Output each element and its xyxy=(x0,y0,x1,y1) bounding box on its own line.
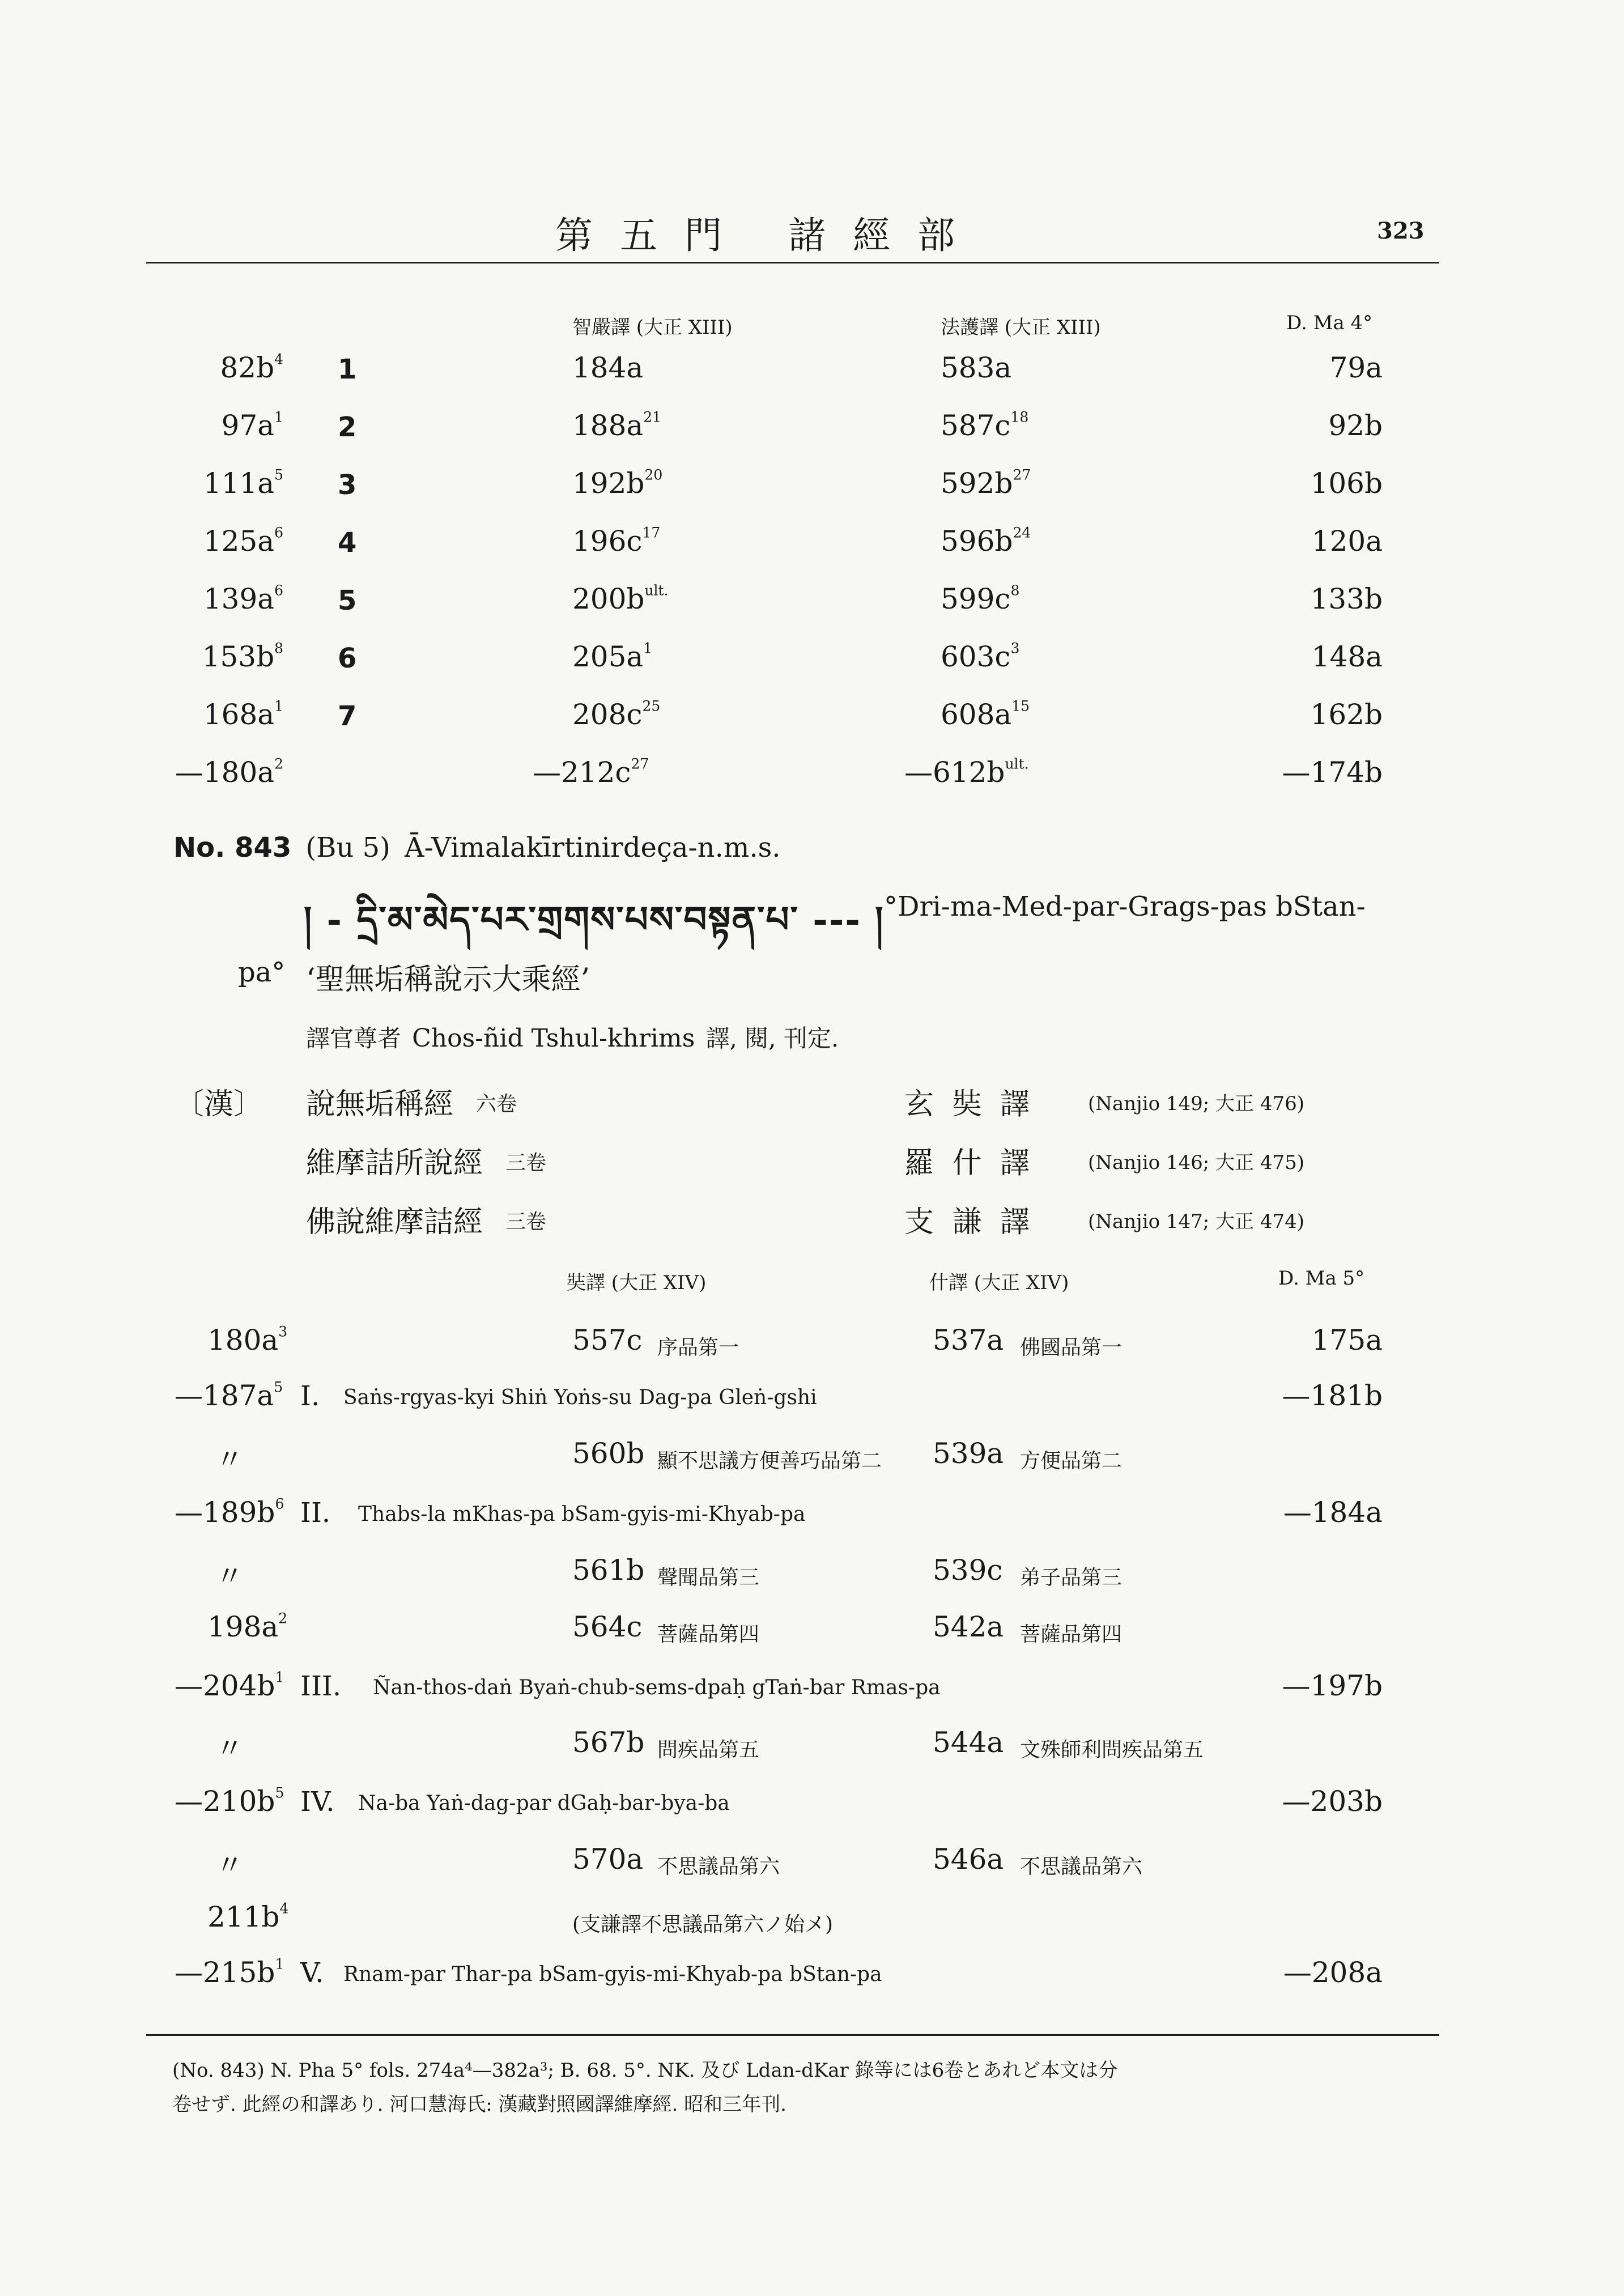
fahu-ref: $592b^{27}$ xyxy=(941,466,1031,500)
xuanzang-chapter: 聲聞品第三 xyxy=(657,1566,760,1589)
translator-line: 譯官尊者 Chos-ñid Tshul-khrims 譯, 閱, 刊定. xyxy=(306,1024,839,1053)
chapter-numeral: III. xyxy=(300,1670,342,1702)
chapter-title: Ñan-thos-daṅ Byaṅ-chub-sems-dpaḥ gTaṅ-bar Rmas-pa xyxy=(373,1676,941,1699)
derge-ref: —174b xyxy=(1282,756,1383,789)
fahu-ref: $603c^3$ xyxy=(941,640,1020,673)
xuanzang-ref: 564c xyxy=(572,1610,643,1643)
han-translator: 支 謙 譯 xyxy=(904,1205,1035,1239)
xuanzang-ref: 560b xyxy=(572,1437,645,1470)
kumarajiva-chapter: 文殊師利問疾品第五 xyxy=(1020,1738,1204,1762)
derge-ref: —181b xyxy=(1282,1379,1383,1412)
folio-ref: $211b^4$ xyxy=(207,1900,289,1933)
entry-number: No. 843 xyxy=(173,832,292,864)
chapter-numeral: II. xyxy=(300,1497,331,1529)
derge-ref: —208a xyxy=(1283,1956,1383,1989)
xuanzang-ref: 567b xyxy=(572,1726,645,1759)
fahu-ref: $599c^8$ xyxy=(941,582,1020,615)
han-translator: 羅 什 譯 xyxy=(904,1146,1035,1180)
sanskrit-title: Ā-Vimalakīrtinirdeça-n.m.s. xyxy=(404,832,781,864)
fahu-ref: 583a xyxy=(941,351,1012,384)
xuanzang-chapter: 序品第一 xyxy=(657,1336,739,1359)
han-reference: (Nanjio 146; 大正 475) xyxy=(1088,1151,1305,1174)
cjk-title: ‘聖無垢稱說示大乘經’ xyxy=(306,963,590,997)
zhiyan-ref: 184a xyxy=(572,351,644,384)
folio-ref: $111a^5$ xyxy=(203,466,283,500)
tibetan-title: ། - དྲི་མ་མེད་པར་གྲགས་པས་བསྟན་པ་ --- ། xyxy=(304,899,885,941)
tibetan-transliteration: °Dri-ma-Med-par-Grags-pas bStan- xyxy=(884,891,1366,922)
folio-ref: $168a^1$ xyxy=(203,698,283,731)
derge-ref: 148a xyxy=(1311,640,1383,673)
page-number: 323 xyxy=(1377,218,1425,244)
han-label: 〔漢〕 xyxy=(175,1087,263,1121)
column-header: 法護譯 (大正 XIII) xyxy=(941,316,1101,339)
derge-ref: 162b xyxy=(1310,698,1383,731)
column-header: 奘譯 (大正 XIV) xyxy=(567,1272,707,1294)
folio-ref: $125a^6$ xyxy=(203,524,283,558)
chapter-number: 3 xyxy=(338,469,357,501)
folio-ref: $—189b^6$ xyxy=(175,1495,284,1529)
han-reference: (Nanjio 147; 大正 474) xyxy=(1088,1210,1305,1233)
fahu-ref: $—612b^{ult.}$ xyxy=(904,755,1029,789)
zhiyan-ref: $188a^{21}$ xyxy=(572,409,662,442)
kumarajiva-ref: 544a xyxy=(933,1726,1004,1759)
derge-ref: —203b xyxy=(1282,1785,1383,1818)
chapter-number: 5 xyxy=(338,585,357,616)
xuanzang-ref: 557c xyxy=(572,1324,643,1357)
xuanzang-ref: 570a xyxy=(572,1843,644,1876)
folio-ref: $198a^2$ xyxy=(207,1610,288,1643)
derge-ref: —197b xyxy=(1282,1669,1383,1702)
folio-ref: 〃 xyxy=(215,1443,244,1476)
zhiyan-ref: $205a^1$ xyxy=(572,640,653,673)
han-volumes: 三卷 xyxy=(505,1151,547,1175)
folio-ref: $97a^1$ xyxy=(221,409,283,442)
xuanzang-chapter: 顯不思議方便善巧品第二 xyxy=(657,1449,882,1473)
column-header: 智嚴譯 (大正 XIII) xyxy=(572,316,733,339)
kumarajiva-ref: 546a xyxy=(933,1843,1004,1876)
folio-ref: $—204b^1$ xyxy=(175,1669,284,1702)
xuanzang-chapter: 菩薩品第四 xyxy=(657,1623,760,1646)
folio-ref: 〃 xyxy=(215,1849,244,1882)
zhiyan-ref: $192b^{20}$ xyxy=(572,466,663,500)
folio-ref: $—187a^5$ xyxy=(175,1379,283,1412)
translator-name: Chos-ñid Tshul-khrims xyxy=(412,1024,695,1053)
xuanzang-ref: 561b xyxy=(572,1554,645,1587)
zhiyan-ref: $200b^{ult.}$ xyxy=(572,582,669,615)
chapter-number: 6 xyxy=(338,643,357,674)
kumarajiva-chapter: 方便品第二 xyxy=(1020,1449,1123,1473)
kumarajiva-ref: 542a xyxy=(933,1610,1004,1643)
han-title: 說無垢稱經 xyxy=(306,1087,454,1121)
kumarajiva-ref: 539a xyxy=(933,1437,1004,1470)
derge-ref: 79a xyxy=(1329,351,1383,384)
note: (支謙譯不思議品第六ノ始メ) xyxy=(572,1913,834,1936)
kumarajiva-chapter: 不思議品第六 xyxy=(1020,1855,1143,1878)
tibetan-transliteration-end: pa° xyxy=(238,956,286,988)
han-reference: (Nanjio 149; 大正 476) xyxy=(1088,1092,1305,1115)
folio-ref: $139a^6$ xyxy=(203,582,283,615)
footnote-line-1: (No. 843) N. Pha 5° fols. 274a⁴—382a³; B. 68. 5°. NK. 及び Ldan-dKar 錄等には6卷とあれど本文は分 xyxy=(172,2059,1118,2082)
han-translator: 玄 奘 譯 xyxy=(904,1087,1035,1121)
derge-ref: 92b xyxy=(1328,409,1383,442)
chapter-title: Na-ba Yaṅ-dag-par dGaḥ-bar-bya-ba xyxy=(358,1792,730,1815)
zhiyan-ref: $196c^{17}$ xyxy=(572,524,661,558)
kumarajiva-ref: 539c xyxy=(933,1554,1003,1587)
xuanzang-chapter: 不思議品第六 xyxy=(657,1855,780,1878)
xuanzang-chapter: 問疾品第五 xyxy=(657,1738,760,1762)
footnote-rule xyxy=(146,2034,1439,2036)
header-rule xyxy=(146,262,1439,263)
han-volumes: 三卷 xyxy=(505,1210,547,1234)
kumarajiva-chapter: 弟子品第三 xyxy=(1020,1566,1123,1589)
derge-ref: 175a xyxy=(1311,1324,1383,1357)
chapter-numeral: V. xyxy=(300,1957,324,1989)
chapter-number: 4 xyxy=(338,527,357,559)
derge-ref: 120a xyxy=(1311,525,1383,558)
derge-ref: 106b xyxy=(1310,467,1383,500)
bu-reference: (Bu 5) xyxy=(305,832,390,864)
column-header: D. Ma 5° xyxy=(1278,1267,1365,1290)
zhiyan-ref: $208c^{25}$ xyxy=(572,698,661,731)
chapter-number: 2 xyxy=(338,411,357,443)
chapter-title: Saṅs-rgyas-kyi Shiṅ Yoṅs-su Dag-pa Gleṅ-gshi xyxy=(343,1386,817,1409)
han-title: 維摩詰所說經 xyxy=(306,1146,483,1180)
chapter-numeral: I. xyxy=(300,1380,320,1412)
folio-ref: 〃 xyxy=(215,1732,244,1765)
zhiyan-ref: $—212c^{27}$ xyxy=(533,755,649,789)
derge-ref: —184a xyxy=(1283,1496,1383,1529)
folio-ref: $153b^8$ xyxy=(202,640,283,673)
chapter-title: Thabs-la mKhas-pa bSam-gyis-mi-Khyab-pa xyxy=(358,1503,806,1526)
folio-ref: $—180a^2$ xyxy=(175,755,283,789)
chapter-number: 7 xyxy=(338,700,357,732)
folio-ref: $82b^4$ xyxy=(220,351,283,384)
folio-ref: 〃 xyxy=(215,1560,244,1593)
chapter-title: Rnam-par Thar-pa bSam-gyis-mi-Khyab-pa bStan-pa xyxy=(343,1963,882,1986)
column-header: D. Ma 4° xyxy=(1286,312,1373,334)
folio-ref: $—210b^5$ xyxy=(175,1784,284,1818)
chapter-number: 1 xyxy=(338,354,357,385)
entry-heading xyxy=(173,832,781,864)
folio-ref: $—215b^1$ xyxy=(175,1955,284,1989)
derge-ref: 133b xyxy=(1310,582,1383,615)
kumarajiva-chapter: 菩薩品第四 xyxy=(1020,1623,1123,1646)
chapter-numeral: IV. xyxy=(300,1786,335,1818)
column-header: 什譯 (大正 XIV) xyxy=(929,1272,1069,1294)
fahu-ref: $608a^{15}$ xyxy=(941,698,1030,731)
han-title: 佛說維摩詰經 xyxy=(306,1205,483,1239)
fahu-ref: $596b^{24}$ xyxy=(941,524,1031,558)
folio-ref: $180a^3$ xyxy=(207,1323,288,1357)
footnote-line-2: 卷せず. 此經の和譯あり. 河口慧海氏: 漢藏對照國譯維摩經. 昭和三年刊. xyxy=(172,2093,787,2116)
fahu-ref: $587c^{18}$ xyxy=(941,409,1029,442)
page-title: 第五門 諸經部 xyxy=(555,214,982,257)
kumarajiva-chapter: 佛國品第一 xyxy=(1020,1336,1123,1359)
han-volumes: 六卷 xyxy=(476,1092,517,1116)
kumarajiva-ref: 537a xyxy=(933,1324,1004,1357)
